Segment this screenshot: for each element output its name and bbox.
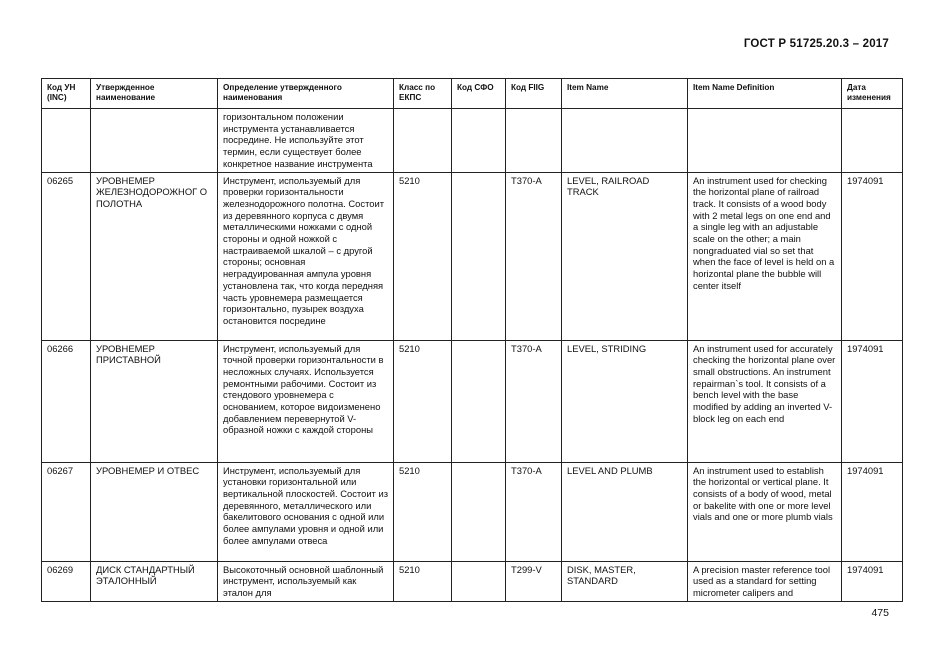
cell-item-name: LEVEL AND PLUMB: [562, 462, 688, 561]
cell-change-date: 1974091: [842, 561, 903, 601]
cell-code: 06267: [42, 462, 91, 561]
cell-ekps-class: 5210: [394, 340, 452, 462]
cell-fiig-code: T370-A: [506, 172, 562, 340]
cell-ekps-class: [394, 109, 452, 173]
cell-definition: горизонтальном положении инструмента устанавливается посредине. Не используйте этот термин, если существует более конкретное название инструмента: [218, 109, 394, 173]
cell-item-name: LEVEL, STRIDING: [562, 340, 688, 462]
cell-definition: Инструмент, используемый для проверки горизонтальности железнодорожного полотна. Состоит из деревянного корпуса с двумя металлическими ножками с одной стороны и одной ножкой с настраиваемой шкалой – с другой стороны; основная неградуированная ампула уровня установлена так, что когда передняя часть уровнемера размещается горизонтально, пузырек воздуха остановится посредине: [218, 172, 394, 340]
cell-item-name: LEVEL, RAILROAD TRACK: [562, 172, 688, 340]
cell-ekps-class: 5210: [394, 561, 452, 601]
cell-item-definition: A precision master reference tool used as a standard for setting micrometer calipers and: [688, 561, 842, 601]
document-id: ГОСТ Р 51725.20.3 – 2017: [743, 38, 889, 50]
cell-change-date: [842, 109, 903, 173]
cell-approved-name: [91, 109, 218, 173]
cell-fiig-code: T370-A: [506, 462, 562, 561]
cell-ekps-class: 5210: [394, 462, 452, 561]
cell-definition: Инструмент, используемый для точной проверки горизонтальности в несложных случаях. Используется ремонтными рабочими. Состоит из стендового уровнемера с основанием, которое видоизменено добавлением перевернутой V-образной ножки с каждой стороны: [218, 340, 394, 462]
cell-fiig-code: T370-A: [506, 340, 562, 462]
cell-item-name: [562, 109, 688, 173]
cell-item-definition: An instrument used for checking the horizontal plane of railroad track. It consists of a wood body with 2 metal legs on one end and a single leg with an adjustable scale on the other; a main nongraduated vial so set that when the face of level is held on a horizontal plane the bubble will center itself: [688, 172, 842, 340]
col-header-sfo-code: Код СФО: [452, 79, 506, 109]
col-header-item-name: Item Name: [562, 79, 688, 109]
col-header-item-definition: Item Name Definition: [688, 79, 842, 109]
table-row: [42, 462, 903, 561]
cell-approved-name: УРОВНЕМЕР ПРИСТАВНОЙ: [91, 340, 218, 462]
col-header-change-date: Дата изменения: [842, 79, 903, 109]
cell-code: [42, 109, 91, 173]
cell-change-date: 1974091: [842, 172, 903, 340]
table-row: [42, 561, 903, 601]
table-row: [42, 109, 903, 173]
cell-change-date: 1974091: [842, 340, 903, 462]
cell-sfo-code: [452, 561, 506, 601]
cell-ekps-class: 5210: [394, 172, 452, 340]
table-row: [42, 172, 903, 340]
cell-code: 06266: [42, 340, 91, 462]
cell-sfo-code: [452, 172, 506, 340]
cell-item-definition: An instrument used for accurately checking the horizontal plane over small obstructions. An instrument repairman`s tool. It consists of a bench level with the base modified by adding an inverted V-block leg on each end: [688, 340, 842, 462]
table-row: [42, 340, 903, 462]
cell-item-name: DISK, MASTER, STANDARD: [562, 561, 688, 601]
cell-item-definition: [688, 109, 842, 173]
cell-sfo-code: [452, 462, 506, 561]
cell-approved-name: УРОВНЕМЕР ЖЕЛЕЗНОДОРОЖНОГ О ПОЛОТНА: [91, 172, 218, 340]
col-header-ekps-class: Класс по ЕКПС: [394, 79, 452, 109]
page-number: 475: [871, 607, 889, 619]
col-header-definition: Определение утвержденного наименования: [218, 79, 394, 109]
cell-approved-name: УРОВНЕМЕР И ОТВЕС: [91, 462, 218, 561]
cell-fiig-code: T299-V: [506, 561, 562, 601]
cell-fiig-code: [506, 109, 562, 173]
col-header-approved-name: Утвержденное наименование: [91, 79, 218, 109]
table-header-row: [42, 79, 903, 109]
cell-code: 06269: [42, 561, 91, 601]
cell-sfo-code: [452, 340, 506, 462]
col-header-fiig-code: Код FIIG: [506, 79, 562, 109]
col-header-code: Код УН (INC): [42, 79, 91, 109]
inc-table: [41, 78, 903, 602]
cell-sfo-code: [452, 109, 506, 173]
cell-definition: Инструмент, используемый для установки горизонтальной или вертикальной плоскостей. Состоит из деревянного, металлического или бакелитового основания с одной или более ампулами уровня и одной или более ампулами отвеса: [218, 462, 394, 561]
cell-change-date: 1974091: [842, 462, 903, 561]
cell-approved-name: ДИСК СТАНДАРТНЫЙ ЭТАЛОННЫЙ: [91, 561, 218, 601]
cell-item-definition: An instrument used to establish the horizontal or vertical plane. It consists of a body of wood, metal or bakelite with one or more level vials and one or more plumb vials: [688, 462, 842, 561]
cell-definition: Высокоточный основной шаблонный инструмент, используемый как эталон для: [218, 561, 394, 601]
cell-code: 06265: [42, 172, 91, 340]
